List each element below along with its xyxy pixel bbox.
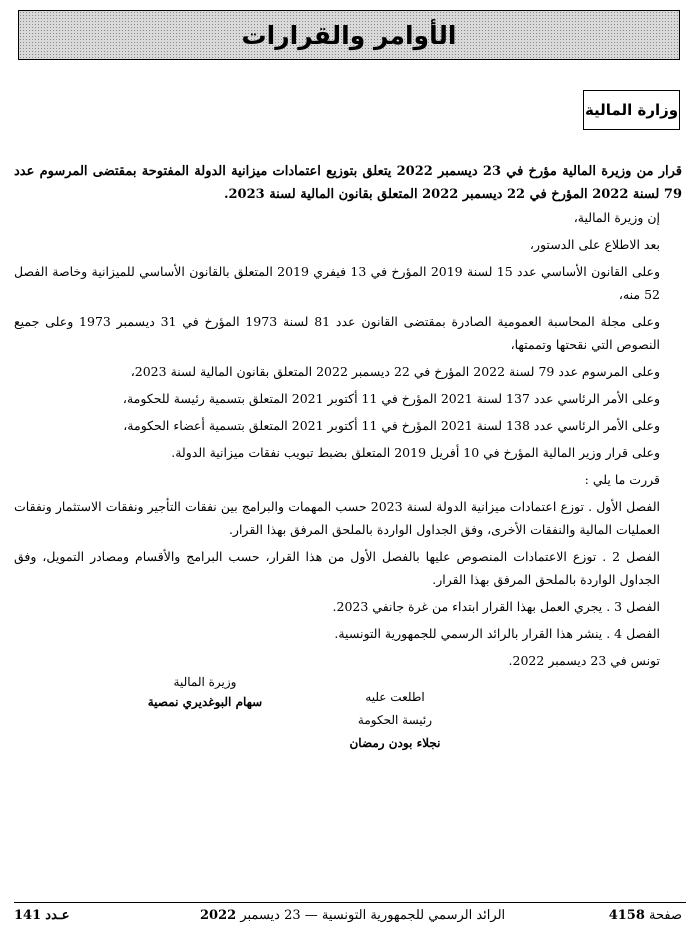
consideration-item: وعلى القانون الأساسي عدد 15 لسنة 2019 المؤرخ في 13 فيفري 2019 المتعلق بالقانون الأساسي للميزانية وخاصة الفصل 52 منه، [14, 264, 660, 302]
pm-title: رئيسة الحكومة [357, 713, 433, 727]
footer-issue [14, 908, 69, 923]
banner-title: الأوامر والقرارات [241, 20, 457, 50]
minister-signature [130, 675, 280, 709]
article-item: الفصل 2 . توزع الاعتمادات المنصوص عليها بالفصل الأول من هذا القرار، حسب البرامج والأقسام ومصادر التمويل، وفق الجداول الواردة بالملحق المرفق بهذا القرار. [14, 549, 660, 587]
page-label: صفحة [649, 908, 682, 923]
decided-line: قررت ما يلي : [584, 472, 660, 487]
section-banner [18, 10, 680, 60]
consideration-item: وعلى مجلة المحاسبة العمومية الصادرة بمقتضى القانون عدد 81 لسنة 1973 المؤرخ في 31 ديسمبر 1973 وعلى جميع النصوص التي نقحتها وتممتها، [14, 314, 660, 352]
issue-label: عـدد [45, 908, 70, 923]
ministry-box: وزارة المالية [583, 90, 680, 130]
place-date: تونس في 23 ديسمبر 2022. [508, 653, 660, 668]
pm-name: نجلاء بودن رمضان [349, 736, 441, 750]
decree-title: قرار من وزيرة المالية مؤرخ في 23 ديسمبر 2022 يتعلق بتوزيع اعتمادات ميزانية الدولة المفتوحة بمقتضى المرسوم عدد 79 لسنة 2022 المؤرخ في 22 ديسمبر 2022 المتعلق بقانون المالية لسنة 2023. [14, 164, 682, 202]
article-item: الفصل 4 . ينشر هذا القرار بالرائد الرسمي للجمهورية التونسية. [334, 626, 660, 641]
pm-signature [320, 690, 470, 750]
journal-year: 2022 [200, 908, 237, 923]
seen-label: اطلعت عليه [365, 690, 425, 704]
minister-title: وزيرة المالية [173, 675, 237, 689]
article-item: الفصل الأول . توزع اعتمادات ميزانية الدولة لسنة 2023 حسب المهمات والبرامج بين نفقات التأجير ونفقات الاستثمار ونفقات العمليات المالية والنفقات الأخرى، وفق الجداول الواردة بالملحق المرفق بهذا القرار. [14, 499, 660, 537]
consideration-item: بعد الاطلاع على الدستور، [529, 237, 660, 252]
consideration-item: وعلى الأمر الرئاسي عدد 138 لسنة 2021 المؤرخ في 11 أكتوبر 2021 المتعلق بتسمية أعضاء الحكومة، [123, 418, 660, 433]
footer-rule [14, 902, 686, 903]
page-number: 4158 [608, 908, 645, 923]
article-item: الفصل 3 . يجري العمل بهذا القرار ابتداء من غرة جانفي 2023. [332, 599, 660, 614]
consideration-item: وعلى المرسوم عدد 79 لسنة 2022 المؤرخ في 22 ديسمبر 2022 المتعلق بقانون المالية لسنة 2023، [130, 364, 660, 379]
footer-journal [200, 908, 505, 923]
decree-opening: إن وزيرة المالية، [573, 210, 660, 225]
decree-body [14, 160, 682, 672]
consideration-item: وعلى الأمر الرئاسي عدد 137 لسنة 2021 المؤرخ في 11 أكتوبر 2021 المتعلق بتسمية رئيسة للحكومة، [122, 391, 660, 406]
footer-page [609, 908, 682, 923]
journal-name: الرائد الرسمي للجمهورية التونسية — 23 ديسمبر [240, 908, 506, 923]
issue-number: 141 [14, 908, 42, 923]
consideration-item: وعلى قرار وزير المالية المؤرخ في 10 أفريل 2019 المتعلق بضبط تبويب نفقات ميزانية الدولة. [171, 445, 660, 460]
minister-name: سهام البوغديري نمصية [147, 695, 263, 709]
